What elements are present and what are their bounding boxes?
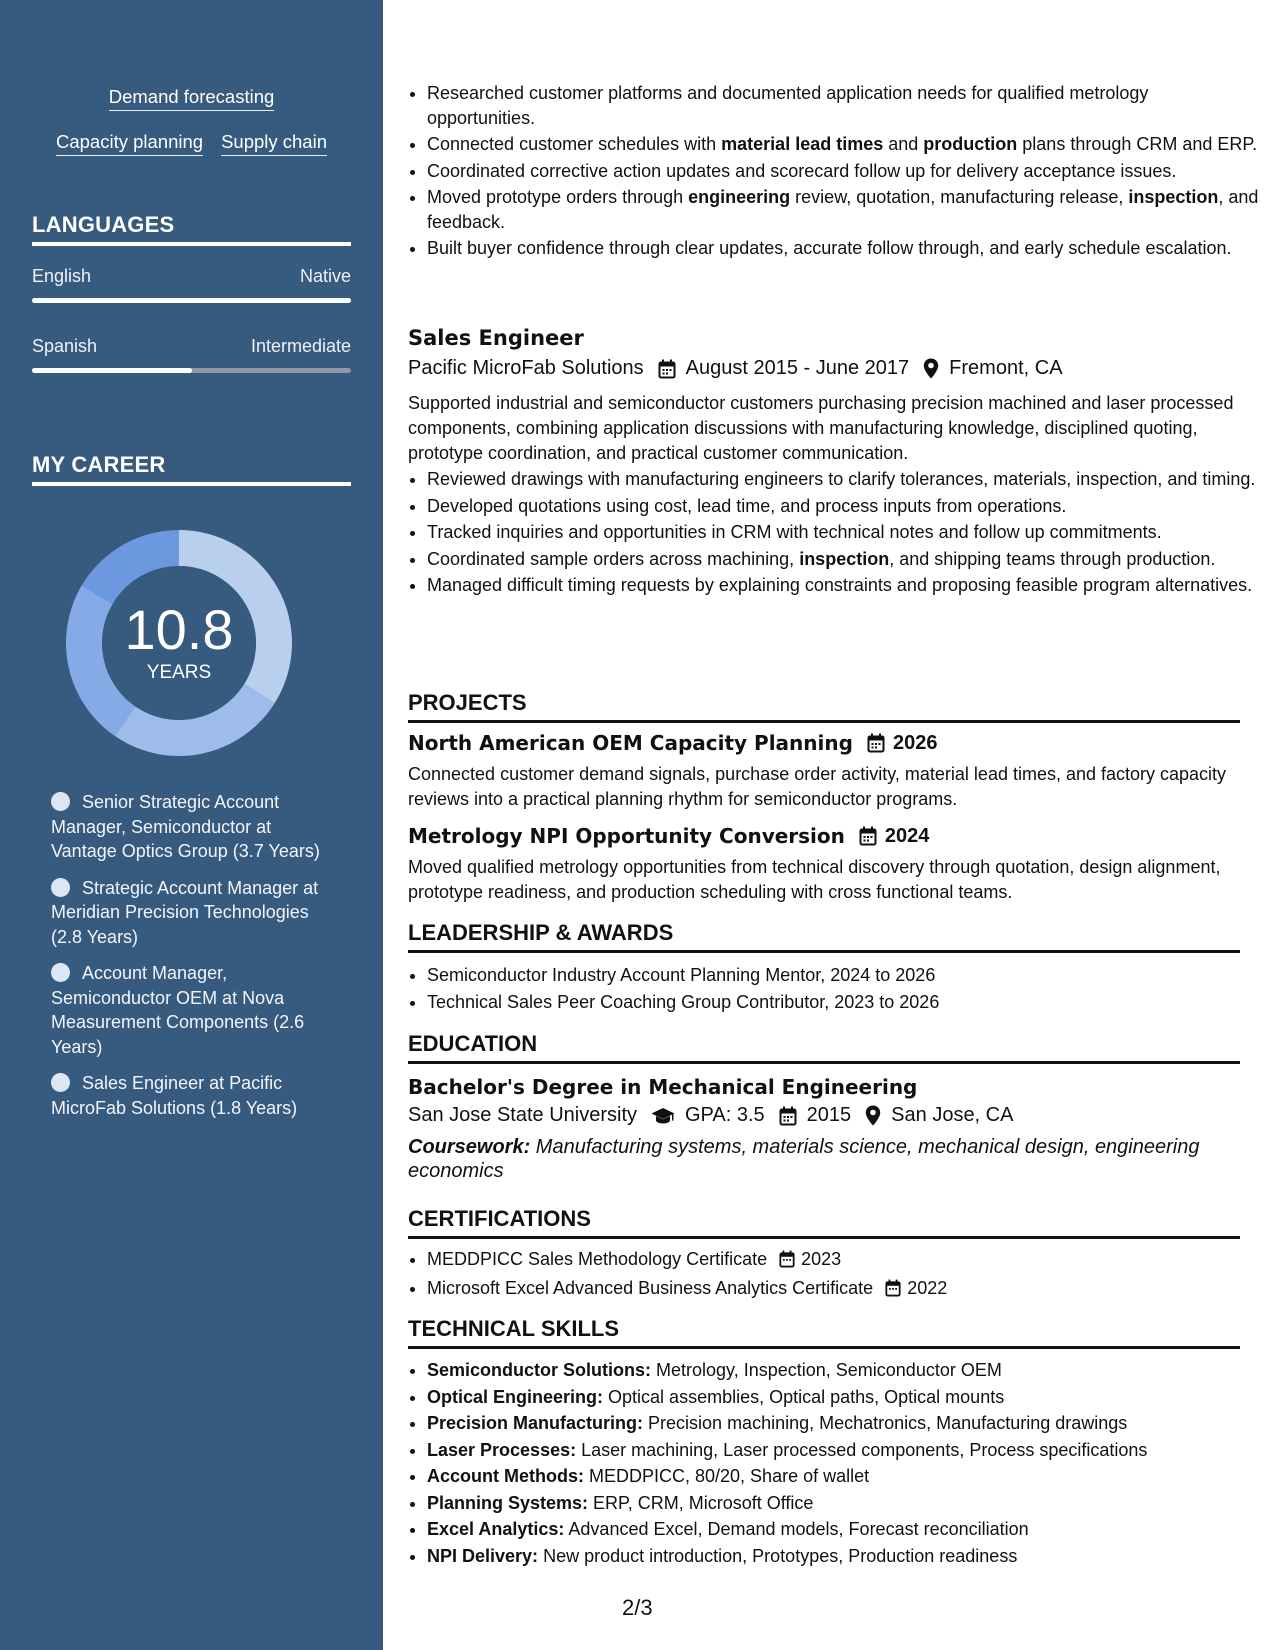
career-item: Account Manager, Semiconductor OEM at Nova Measurement Components (2.6 Years) (51, 963, 305, 1057)
language-name: Spanish (32, 336, 98, 356)
company-name: Pacific MicroFab Solutions (408, 357, 644, 379)
school-location: San Jose, CA (891, 1104, 1014, 1126)
skill-category: Planning Systems: (427, 1492, 589, 1513)
calendar-icon (867, 733, 885, 753)
language-level: Intermediate (250, 336, 351, 356)
skill-item (427, 1491, 1259, 1516)
project-description: Moved qualified metrology opportunities from technical discovery through quotation, design alignment, prototype readiness, and production scheduling with cross functional teams. (408, 857, 1221, 902)
bullet-item: • Coordinated sample orders across machining, inspection, and shipping teams through production. (427, 547, 1259, 572)
job-location: Fremont, CA (949, 357, 1063, 379)
certification-item: • Microsoft Excel Advanced Business Analytics Certificate 2022 (427, 1276, 1259, 1301)
career-item: Senior Strategic Account Manager, Semiconductor at Vantage Optics Group (3.7 Years) (51, 792, 320, 861)
languages-heading: LANGUAGES (32, 212, 351, 246)
language-bar (32, 298, 351, 303)
language-bar (32, 368, 351, 373)
skill-category: NPI Delivery: (427, 1545, 539, 1566)
leadership-item: • Semiconductor Industry Account Planning Mentor, 2024 to 2026 (427, 963, 1259, 988)
certifications-heading: CERTIFICATIONS (408, 1206, 1240, 1239)
language-level: Native (299, 266, 351, 286)
job-meta (408, 357, 1063, 380)
leadership-list (408, 963, 1259, 1016)
coursework (408, 1135, 1240, 1183)
project-year: 2026 (892, 731, 938, 754)
bullet-dot-icon (51, 963, 70, 982)
skill-values: Laser machining, Laser processed components, Process specifications (576, 1439, 1148, 1460)
skill-values: New product introduction, Prototypes, Production readiness (538, 1545, 1018, 1566)
coursework-text: Manufacturing systems, materials science, mechanical design, engineering economics (408, 1136, 1200, 1182)
calendar-icon (885, 1279, 901, 1297)
sidebar (0, 0, 383, 1650)
certification-item: • MEDDPICC Sales Methodology Certificate 2023 (427, 1247, 1259, 1272)
language-spanish (32, 336, 351, 373)
location-pin-icon (865, 1105, 881, 1126)
technical-skills-list (408, 1358, 1259, 1570)
project-title: Metrology NPI Opportunity Conversion 2024 (408, 824, 930, 848)
skill-tags (0, 0, 383, 156)
leadership-item: • Technical Sales Peer Coaching Group Contributor, 2023 to 2026 (427, 990, 1259, 1015)
bullet-item: • Managed difficult timing requests by explaining constraints and proposing feasible program alternatives. (427, 573, 1259, 598)
education-heading: EDUCATION (408, 1031, 1240, 1064)
bullet-item: • Moved prototype orders through engineering review, quotation, manufacturing release, inspection, and feedback. (427, 185, 1259, 234)
skill-category: Excel Analytics: (427, 1519, 565, 1539)
skill-item (427, 1544, 1259, 1569)
career-total-years: 10.8 (124, 598, 234, 661)
tag-capacity-planning: Capacity planning (56, 131, 203, 156)
calendar-icon (779, 1106, 797, 1126)
projects-heading: PROJECTS (408, 690, 1240, 723)
degree-title: Bachelor's Degree in Mechanical Engineering (408, 1075, 918, 1099)
job-title: Sales Engineer (408, 326, 584, 350)
bullet-dot-icon (51, 878, 70, 897)
coursework-label: Coursework: (408, 1136, 531, 1158)
job-dates: August 2015 - June 2017 (685, 357, 910, 379)
certifications-list (408, 1247, 1259, 1302)
skill-category: Semiconductor Solutions: (427, 1360, 652, 1380)
bullet-item: • Developed quotations using cost, lead time, and process inputs from operations. (427, 494, 1259, 519)
bullet-dot-icon (51, 1073, 70, 1092)
job-bullets (408, 467, 1259, 600)
location-pin-icon (923, 358, 939, 379)
tag-supply-chain: Supply chain (221, 131, 327, 156)
project-title: North American OEM Capacity Planning 2026 (408, 731, 938, 755)
bullet-item: • Researched customer platforms and documented application needs for qualified metrology opportunities. (427, 81, 1259, 130)
skill-category: Optical Engineering: (427, 1386, 604, 1407)
skill-item (427, 1517, 1259, 1542)
calendar-icon (658, 359, 676, 379)
career-item: Sales Engineer at Pacific MicroFab Solutions (1.8 Years) (51, 1073, 298, 1118)
skill-item (427, 1411, 1259, 1436)
calendar-icon (859, 826, 877, 846)
page-number: 2/3 (622, 1595, 653, 1620)
technical-skills-heading: TECHNICAL SKILLS (408, 1316, 1240, 1349)
graduation-year: 2015 (806, 1104, 852, 1126)
language-name: English (32, 266, 92, 286)
career-item: Strategic Account Manager at Meridian Precision Technologies (2.8 Years) (51, 877, 319, 947)
language-bar-fill (32, 368, 192, 373)
certification-year: 2022 (907, 1277, 948, 1298)
career-donut-center (66, 530, 292, 756)
bullet-item: • Reviewed drawings with manufacturing engineers to clarify tolerances, materials, inspection, and timing. (427, 467, 1259, 492)
tag-demand-forecasting: Demand forecasting (109, 86, 275, 111)
skill-values: MEDDPICC, 80/20, Share of wallet (584, 1466, 870, 1486)
job-summary: Supported industrial and semiconductor customers purchasing precision machined and laser processed components, combining application discussions with manufacturing knowledge, disciplined quoting, prototype coordination, and practical customer communication. (408, 393, 1234, 463)
bullet-item: • Tracked inquiries and opportunities in CRM with technical notes and follow up commitments. (427, 520, 1259, 545)
language-english (32, 266, 351, 303)
skill-category: Precision Manufacturing: (427, 1413, 644, 1433)
bullet-dot-icon (51, 792, 70, 811)
skill-values: Advanced Excel, Demand models, Forecast reconciliation (564, 1519, 1029, 1539)
calendar-icon (779, 1250, 795, 1268)
skill-values: Optical assemblies, Optical paths, Optical mounts (603, 1386, 1005, 1407)
previous-job-bullets (408, 81, 1259, 263)
skill-item (427, 1358, 1259, 1383)
career-years-unit: YEARS (146, 662, 212, 683)
school-name: San Jose State University (408, 1104, 637, 1126)
graduation-cap-icon (651, 1107, 675, 1125)
language-bar-fill (32, 298, 351, 303)
bullet-item: • Built buyer confidence through clear updates, accurate follow through, and early schedule escalation. (427, 236, 1259, 261)
leadership-heading: LEADERSHIP & AWARDS (408, 920, 1240, 953)
skill-item (427, 1385, 1259, 1410)
project-description: Connected customer demand signals, purchase order activity, material lead times, and factory capacity reviews into a practical planning rhythm for semiconductor programs. (408, 764, 1227, 809)
skill-values: ERP, CRM, Microsoft Office (588, 1492, 814, 1513)
bullet-item: • Coordinated corrective action updates and scorecard follow up for delivery acceptance issues. (427, 159, 1259, 184)
skill-values: Precision machining, Mechatronics, Manufacturing drawings (643, 1413, 1128, 1433)
gpa: GPA: 3.5 (685, 1104, 765, 1126)
education-meta (408, 1104, 1013, 1127)
certification-year: 2023 (801, 1249, 842, 1269)
skill-values: Metrology, Inspection, Semiconductor OEM (651, 1360, 1002, 1380)
career-heading: MY CAREER (32, 452, 351, 486)
skill-category: Laser Processes: (427, 1439, 577, 1460)
skill-category: Account Methods: (427, 1466, 584, 1486)
skill-item (427, 1438, 1259, 1463)
skill-item (427, 1464, 1259, 1489)
project-year: 2024 (884, 824, 930, 847)
career-list (51, 790, 331, 1132)
bullet-item: • Connected customer schedules with material lead times and production plans through CRM and ERP. (427, 132, 1259, 157)
